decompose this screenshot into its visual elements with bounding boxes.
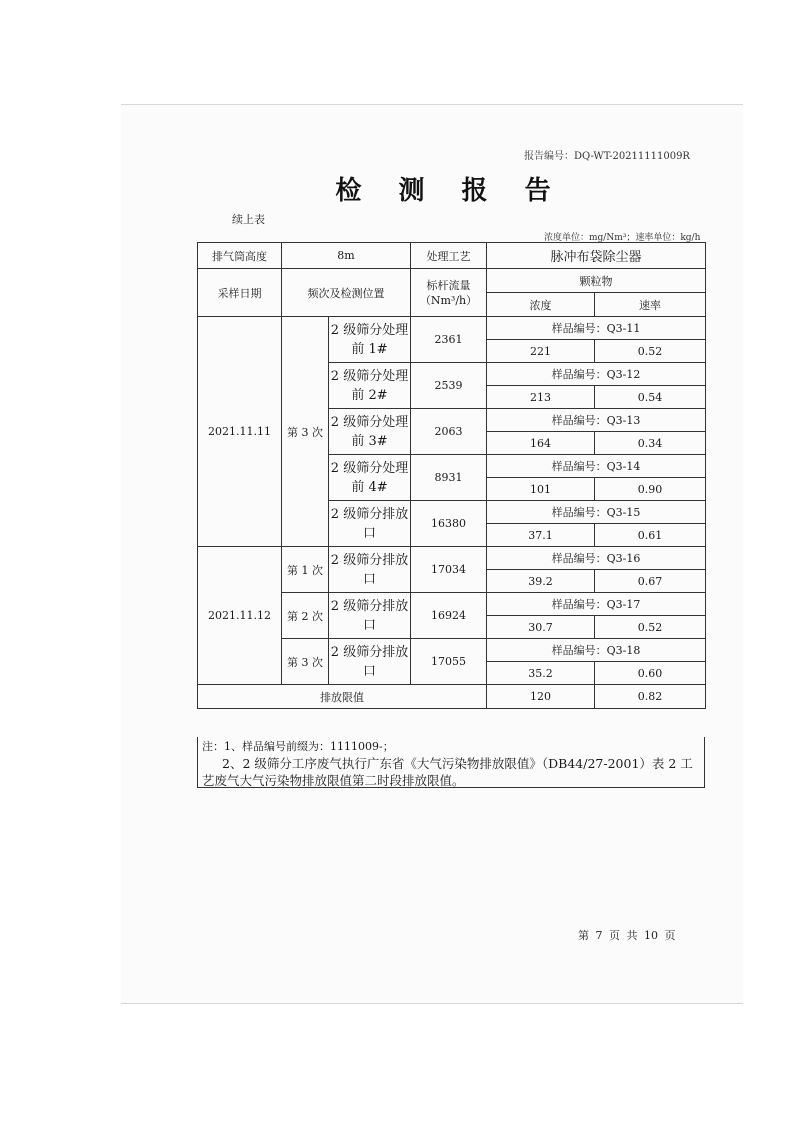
sample-id-cell: 样品编号：Q3-11 [487,317,706,340]
limit-concentration: 120 [487,685,595,709]
limit-rate: 0.82 [595,685,706,709]
frequency-cell: 第 3 次 [282,317,329,547]
process-value: 脉冲布袋除尘器 [487,243,706,269]
concentration-header: 浓度 [487,293,595,317]
notes-box [197,737,705,788]
sample-id-cell: 样品编号：Q3-18 [487,639,706,662]
sample-id-cell: 样品编号：Q3-15 [487,501,706,524]
sample-id-cell: 样品编号：Q3-13 [487,409,706,432]
location-cell: 2 级筛分处理前 4# [329,455,411,501]
location-cell: 2 级筛分排放口 [329,639,411,685]
frequency-cell: 第 2 次 [282,593,329,639]
concentration-cell: 30.7 [487,616,595,639]
frequency-location-header: 频次及检测位置 [282,269,411,317]
flow-cell: 8931 [411,455,487,501]
concentration-cell: 213 [487,386,595,409]
table-row [198,243,706,269]
rate-cell: 0.61 [595,524,706,547]
flow-cell: 17055 [411,639,487,685]
note-1: 注：1、样品编号前缀为：1111009-； [202,740,394,753]
table-row [198,547,706,570]
rate-header: 速率 [595,293,706,317]
flow-header: 标杆流量 （Nm³/h） [411,269,487,317]
table-row [198,317,706,340]
flow-cell: 17034 [411,547,487,593]
continued-label: 续上表 [232,213,265,226]
concentration-cell: 221 [487,340,595,363]
sample-date-header: 采样日期 [198,269,282,317]
flow-cell: 2539 [411,363,487,409]
sample-id-cell: 样品编号：Q3-16 [487,547,706,570]
location-cell: 2 级筛分排放口 [329,593,411,639]
note-2: 2、2 级筛分工序废气执行广东省《大气污染物排放限值》（DB44/27-2001）表 2 工艺废气大气污染物排放限值第二时段排放限值。 [202,756,693,788]
concentration-cell: 35.2 [487,662,595,685]
flow-cell: 2063 [411,409,487,455]
page-number: 第 7 页 共 10 页 [578,929,676,942]
pollutant-header: 颗粒物 [487,269,706,293]
sample-date-cell: 2021.11.11 [198,317,282,547]
process-label: 处理工艺 [411,243,487,269]
rate-cell: 0.52 [595,340,706,363]
flow-cell: 16380 [411,501,487,547]
results-table [197,242,706,709]
location-cell: 2 级筛分排放口 [329,501,411,547]
sample-id-cell: 样品编号：Q3-12 [487,363,706,386]
concentration-cell: 37.1 [487,524,595,547]
rate-cell: 0.60 [595,662,706,685]
location-cell: 2 级筛分处理前 3# [329,409,411,455]
limit-label: 排放限值 [198,685,487,709]
frequency-cell: 第 1 次 [282,547,329,593]
location-cell: 2 级筛分处理前 2# [329,363,411,409]
table-row [198,269,706,293]
rate-cell: 0.34 [595,432,706,455]
concentration-cell: 101 [487,478,595,501]
rate-cell: 0.52 [595,616,706,639]
stack-height-label: 排气筒高度 [198,243,282,269]
sample-date-cell: 2021.11.12 [198,547,282,685]
flow-cell: 16924 [411,593,487,639]
location-cell: 2 级筛分排放口 [329,547,411,593]
units-note: 浓度单位：mg/Nm³；速率单位：kg/h [544,233,701,243]
document-title: 检 测 报 告 [335,176,565,206]
rate-cell: 0.67 [595,570,706,593]
rate-cell: 0.90 [595,478,706,501]
concentration-cell: 164 [487,432,595,455]
frequency-cell: 第 3 次 [282,639,329,685]
flow-cell: 2361 [411,317,487,363]
stack-height-value: 8m [282,243,411,269]
table-row [198,685,706,709]
location-cell: 2 级筛分处理前 1# [329,317,411,363]
concentration-cell: 39.2 [487,570,595,593]
rate-cell: 0.54 [595,386,706,409]
report-number: 报告编号：DQ-WT-20211111009R [524,151,690,162]
sample-id-cell: 样品编号：Q3-14 [487,455,706,478]
sample-id-cell: 样品编号：Q3-17 [487,593,706,616]
